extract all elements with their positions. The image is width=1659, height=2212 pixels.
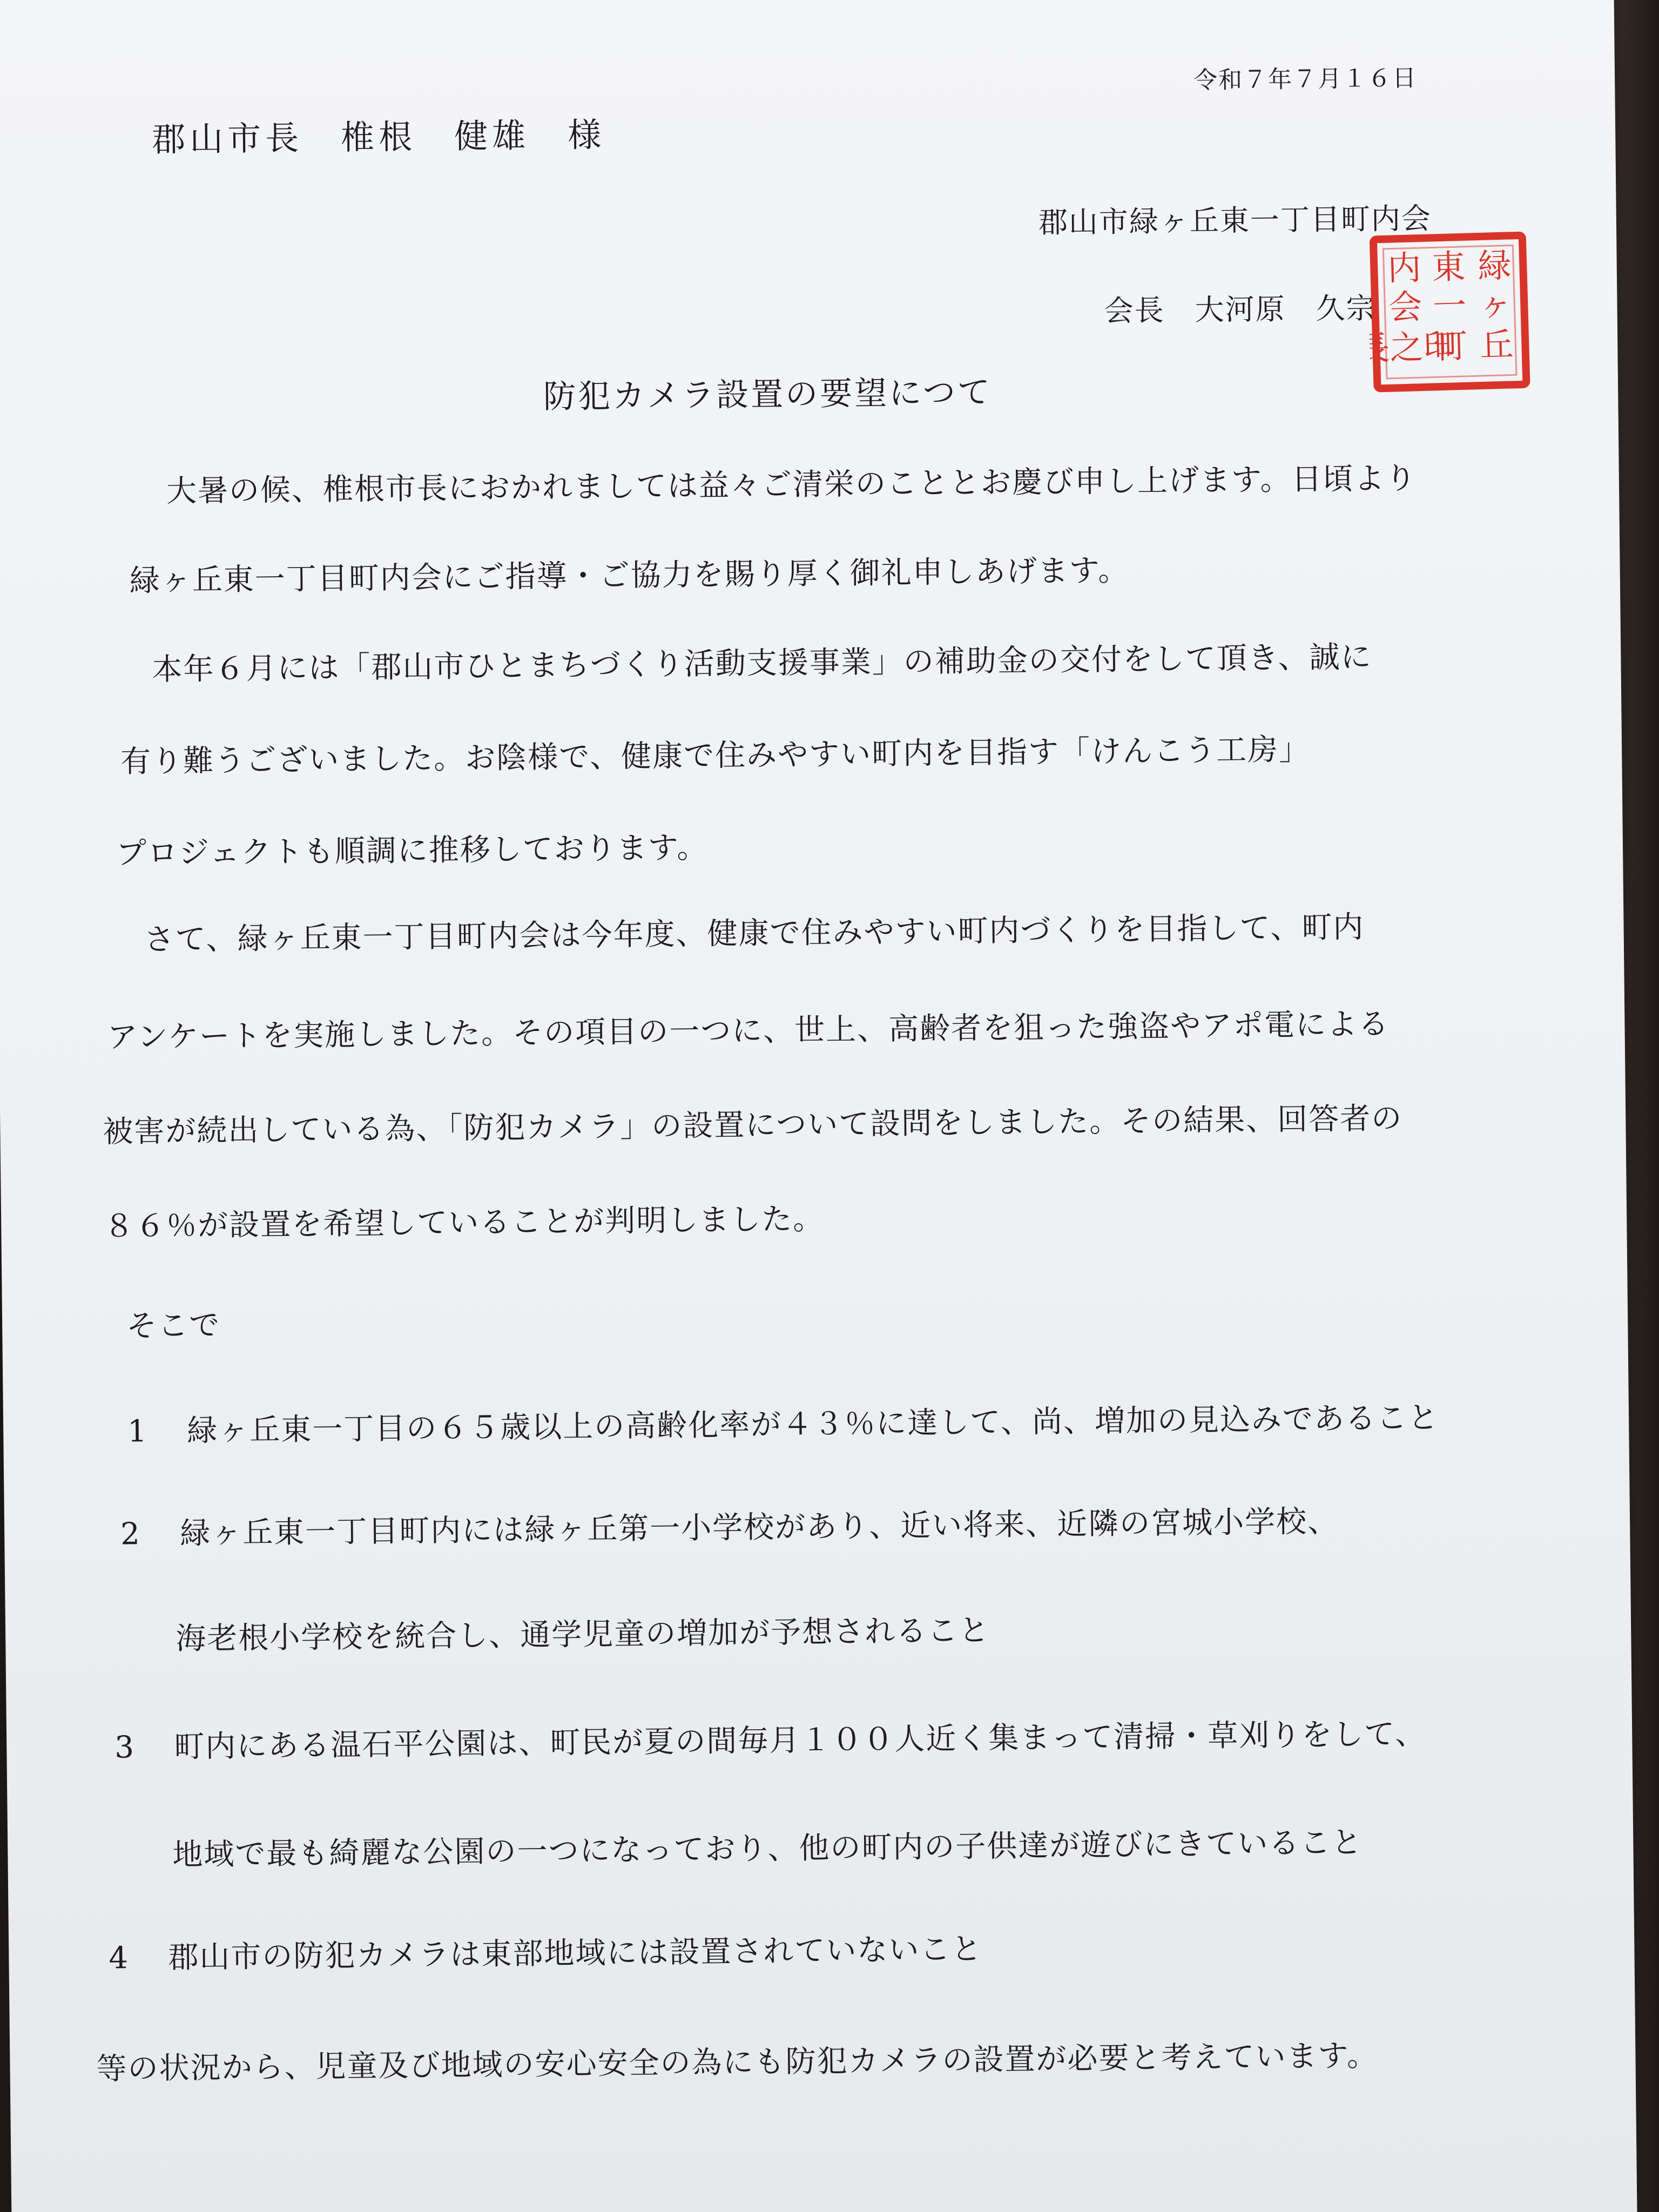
svg-text:内: 内 <box>1387 248 1422 288</box>
sender-chair: 会長 大河原 久宗 <box>1104 291 1377 328</box>
closing-sentence: 等の状況から、児童及び地域の安心安全の為にも防犯カメラの設置が必要と考えています。 <box>96 2038 1379 2087</box>
letter-date: 令和７年７月１６日 <box>1193 64 1418 95</box>
paragraph3-line4: ８６％が設置を希望していることが判明しました。 <box>103 1201 825 1244</box>
paragraph3-line1: さて、緑ヶ丘東一丁目町内会は今年度、健康で住みやすい町内づくりを目指して、町内 <box>144 909 1365 957</box>
paragraph2-line2: 有り難うございました。お陰様で、健康で住みやすい町内を目指す「けんこう工房」 <box>120 732 1311 780</box>
sender-organization: 郡山市緑ヶ丘東一丁目町内会 <box>1038 201 1432 240</box>
svg-text:ヶ: ヶ <box>1478 284 1513 325</box>
list-item-3-continuation: 地域で最も綺麗な公園の一つになっており、他の町内の子供達が遊びにきていること <box>172 1825 1363 1873</box>
paragraph2-line3: プロジェクトも順調に推移しております。 <box>116 830 709 872</box>
list-item-number: 2 <box>120 1516 141 1552</box>
svg-text:東: 東 <box>1431 246 1466 287</box>
list-item-1 <box>127 1400 1440 1449</box>
list-item-number: 3 <box>114 1730 136 1765</box>
paragraph1-line1: 大暑の候、椎根市長におかれましては益々ご清栄のこととお慶び申し上げます。日頃より <box>166 461 1417 509</box>
svg-text:会: 会 <box>1388 287 1423 327</box>
list-item-number: 4 <box>109 1940 130 1976</box>
transition-soko: そこで <box>126 1307 221 1344</box>
list-item-4 <box>109 1931 983 1976</box>
paragraph3-line2: アンケートを実施しました。その項目の一つに、世上、高齢者を狙った強盗やアポ電による <box>107 1006 1390 1055</box>
list-item-2-continuation: 海老根小学校を統合し、通学児童の増加が予想されること <box>175 1613 990 1657</box>
paragraph2-line1: 本年６月には「郡山市ひとまちづくり活動支援事業」の補助金の交付をして頂き、誠に <box>152 639 1372 687</box>
svg-text:町: 町 <box>1433 326 1468 367</box>
list-item-text: 郡山市の防犯カメラは東部地域には設置されていないこと <box>168 1931 983 1975</box>
list-item-text: 町内にある温石平公園は、町民が夏の間毎月１００人近く集まって清掃・草刈りをして、 <box>174 1716 1427 1765</box>
red-seal-stamp <box>1367 228 1533 395</box>
svg-text:丘: 丘 <box>1479 325 1514 366</box>
letter-title: 防犯カメラ設置の要望につて <box>543 373 993 416</box>
addressee: 郡山市長 椎根 健雄 様 <box>151 114 606 159</box>
svg-text:一: 一 <box>1432 285 1467 326</box>
list-item-text: 緑ヶ丘東一丁目の６５歳以上の高齢化率が４３％に達して、尚、増加の見込みであること <box>186 1400 1440 1449</box>
svg-text:緑: 緑 <box>1477 245 1512 286</box>
list-item-number: 1 <box>127 1413 149 1449</box>
list-item-3 <box>114 1716 1427 1765</box>
paragraph3-line3: 被害が続出している為、「防犯カメラ」の設置について設問をしました。その結果、回答者の <box>103 1101 1403 1150</box>
list-item-text: 緑ヶ丘東一丁目町内には緑ヶ丘第一小学校があり、近い将来、近隣の宮城小学校、 <box>179 1503 1339 1552</box>
paragraph1-line2: 緑ヶ丘東一丁目町内会にご指導・ご協力を賜り厚く御礼申しあげます。 <box>129 552 1130 599</box>
list-item-2 <box>120 1503 1339 1552</box>
svg-text:長之印: 長之印 <box>1366 326 1458 369</box>
seal-graphic <box>1367 228 1533 395</box>
